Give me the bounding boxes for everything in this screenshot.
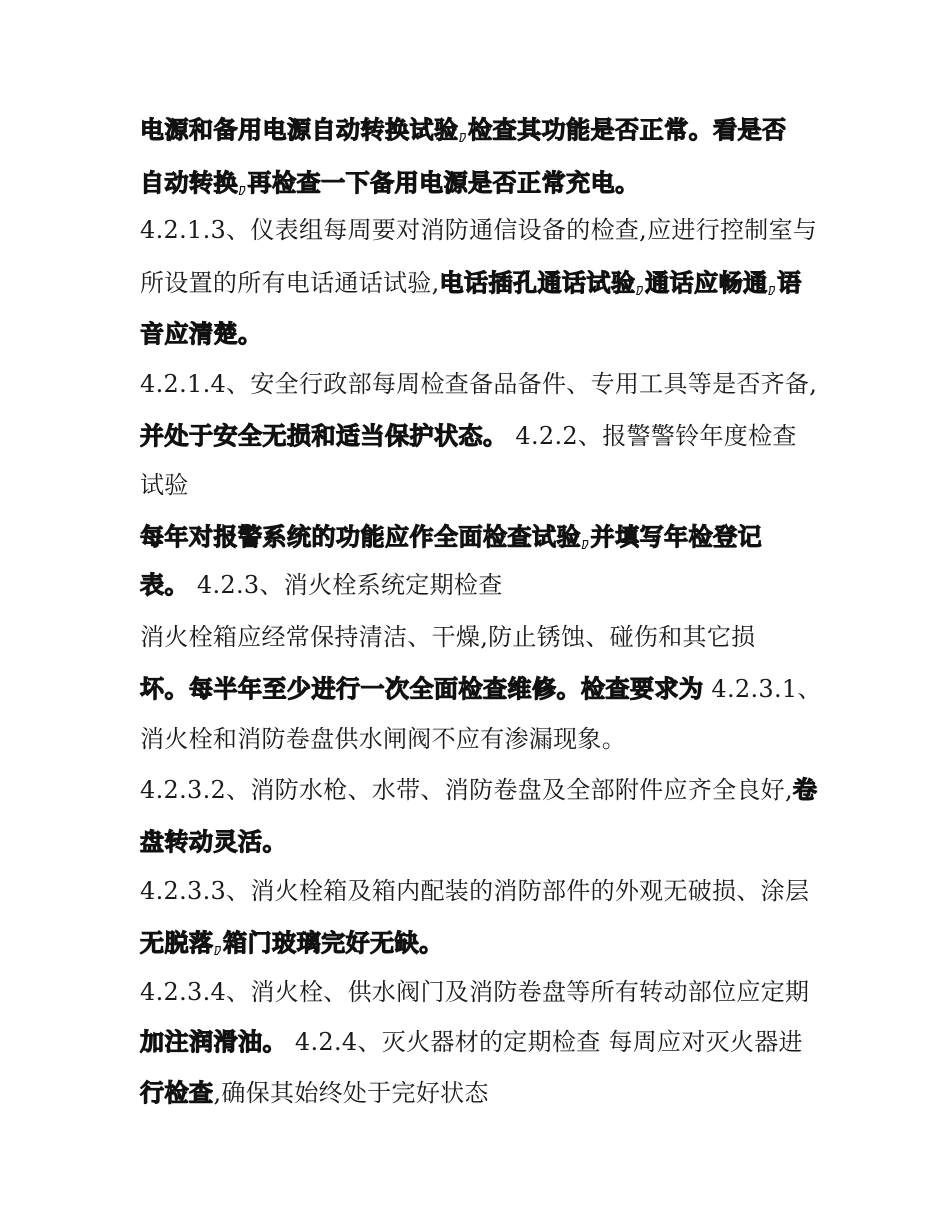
- body-text: 4.2.3.4、消火栓、供水阀门及消防卷盘等所有转动部位应定期: [140, 978, 810, 1006]
- body-text: 消火栓和消防卷盘供水闸阀不应有渗漏现象。: [140, 725, 626, 753]
- body-text: 消火栓箱应经常保持清洁、干燥,防止锈蚀、碰伤和其它损: [140, 623, 756, 651]
- text-line: [140, 369, 817, 399]
- body-text: 4.2.3、消火栓系统定期检查: [189, 571, 503, 599]
- outlined-text: 自动转换,再检查一下备用电源是否正常充电。: [140, 169, 640, 197]
- outlined-text: 电源和备用电源自动转换试验,检查其功能是否正常。看是否: [140, 116, 787, 144]
- body-text: 试验: [140, 471, 189, 499]
- text-line: [140, 470, 189, 500]
- outlined-text: 每年对报警系统的功能应作全面检查试验,并填写年检登记: [140, 523, 763, 551]
- body-text: 4.2.2、报警警铃年度检查: [507, 422, 797, 450]
- outlined-text: 坏。每半年至少进行一次全面检查维修。检查要求为: [140, 675, 704, 703]
- body-text: 4.2.1.3、仪表组每周要对消防通信设备的检查,应进行控制室与: [140, 216, 818, 244]
- body-text: 4.2.3.1、: [703, 675, 822, 703]
- body-text: 所设置的所有电话通话试验,: [140, 269, 440, 297]
- text-line: [140, 421, 797, 451]
- text-line: [140, 622, 755, 652]
- text-line: [140, 775, 817, 805]
- body-text: 4.2.4、灭火器材的定期检查 每周应对灭火器进: [287, 1028, 803, 1056]
- text-line: [140, 977, 809, 1007]
- outlined-text: 音应清楚。: [140, 320, 263, 348]
- text-line: [140, 827, 287, 857]
- outlined-text: 电话插孔通话试验,通话应畅通,语: [439, 269, 802, 297]
- outlined-text: 行检查: [140, 1079, 214, 1107]
- text-line: [140, 876, 809, 906]
- outlined-text: 盘转动灵活。: [140, 828, 287, 856]
- text-line: [140, 724, 626, 754]
- outlined-text: 表。: [140, 571, 189, 599]
- text-line: [140, 319, 263, 349]
- body-text: ,确保其始终处于完好状态: [213, 1079, 489, 1107]
- outlined-text: 加注润滑油。: [140, 1028, 287, 1056]
- text-line: [140, 115, 787, 145]
- outlined-text: 卷: [792, 776, 818, 804]
- text-line: [140, 570, 503, 600]
- text-line: [140, 215, 817, 245]
- body-text: 4.2.3.3、消火栓箱及箱内配装的消防部件的外观无破损、涂层: [140, 877, 810, 905]
- outlined-text: 无脱落,箱门玻璃完好无缺。: [140, 929, 444, 957]
- body-text: 4.2.1.4、安全行政部每周检查备品备件、专用工具等是否齐备,: [140, 370, 818, 398]
- text-line: [140, 168, 640, 198]
- text-line: [140, 268, 802, 298]
- outlined-text: 并处于安全无损和适当保护状态。: [140, 422, 508, 450]
- text-line: [140, 928, 444, 958]
- text-line: [140, 674, 822, 704]
- text-line: [140, 1078, 489, 1108]
- text-line: [140, 1027, 803, 1057]
- body-text: 4.2.3.2、消防水枪、水带、消防卷盘及全部附件应齐全良好,: [140, 776, 793, 804]
- text-line: [140, 522, 762, 552]
